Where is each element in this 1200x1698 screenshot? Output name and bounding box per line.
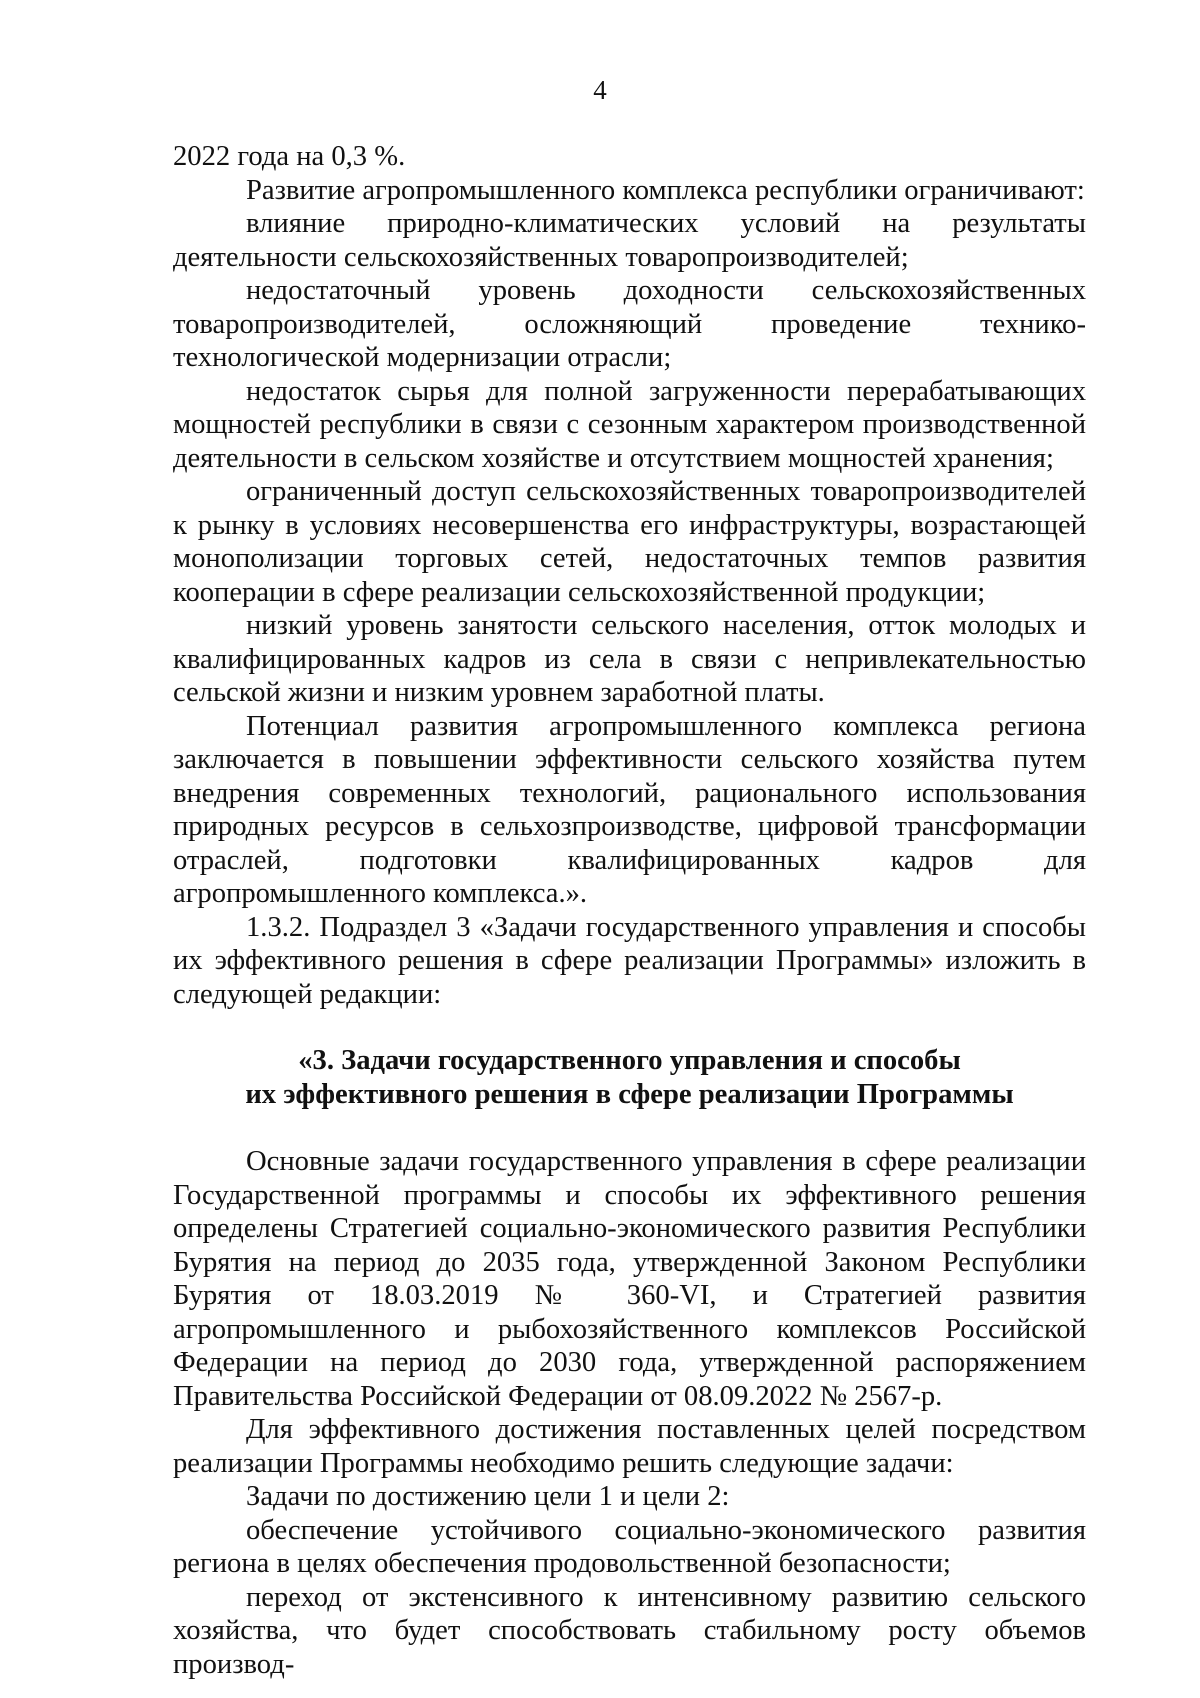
paragraph: Развитие агропромышленного комплекса республики ограничивают: [246, 174, 1085, 206]
list-item: недостаточный уровень доходности сельскохозяйственных товаропроизводителей, осложняющий проведение технико-технологической модернизации отрасли; [173, 275, 1086, 373]
list-item: низкий уровень занятости сельского населения, отток молодых и квалифицированных кадров из села в связи с непривлекательностью сельской жизни и низким уровнем заработной платы. [173, 610, 1086, 708]
section-heading-line-2: их эффективного решения в сфере реализации Программы [245, 1078, 1014, 1110]
list-item: обеспечение устойчивого социально-экономического развития региона в целях обеспечения продовольственной безопасности; [173, 1514, 1086, 1579]
paragraph: Потенциал развития агропромышленного комплекса региона заключается в повышении эффективности сельского хозяйства путем внедрения современных технологий, рационального использования природных ресурсов в сельхозпроизводстве, цифровой трансформации отраслей, подготовки квалифицированных кадров для агропромышленного комплекса.». [173, 710, 1086, 909]
document-body [173, 140, 1086, 1681]
paragraph: 2022 года на 0,3 %. [173, 141, 406, 172]
page-number: 4 [593, 75, 607, 105]
section-heading [173, 1044, 1086, 1111]
list-item: влияние природно-климатических условий на результаты деятельности сельскохозяйственных товаропроизводителей; [173, 208, 1086, 273]
list-item: недостаток сырья для полной загруженности перерабатывающих мощностей республики в связи с сезонным характером производственной деятельности в сельском хозяйстве и отсутствием мощностей хранения; [173, 375, 1086, 474]
list-item: ограниченный доступ сельскохозяйственных товаропроизводителей к рынку в условиях несовершенства его инфраструктуры, возрастающей монополизации торговых сетей, недостаточных темпов развития кооперации в сфере реализации сельскохозяйственной продукции; [173, 476, 1086, 608]
paragraph: Основные задачи государственного управления в сфере реализации Государственной программы и способы их эффективного решения определены Стратегией социально-экономического развития Республики Бурятия на период до 2035 года, утвержденной Законом Республики Бурятия от 18.03.2019 № 360-VI, и Стратегией развития агропромышленного и рыбохозяйственного комплексов Российской Федерации на период до 2030 года, утвержденной распоряжением Правительства Российской Федерации от 08.09.2022 № 2567-р. [173, 1146, 1086, 1412]
section-heading-line-1: «3. Задачи государственного управления и способы [298, 1045, 961, 1076]
paragraph: 1.3.2. Подраздел 3 «Задачи государственного управления и способы их эффективного решения в сфере реализации Программы» изложить в следующей редакции: [173, 911, 1086, 1010]
list-item: переход от экстенсивного к интенсивному развитию сельского хозяйства, что будет способствовать стабильному росту объемов производ- [173, 1581, 1086, 1680]
paragraph: Для эффективного достижения поставленных целей посредством реализации Программы необходимо решить следующие задачи: [173, 1414, 1086, 1479]
paragraph: Задачи по достижению цели 1 и цели 2: [246, 1481, 730, 1512]
